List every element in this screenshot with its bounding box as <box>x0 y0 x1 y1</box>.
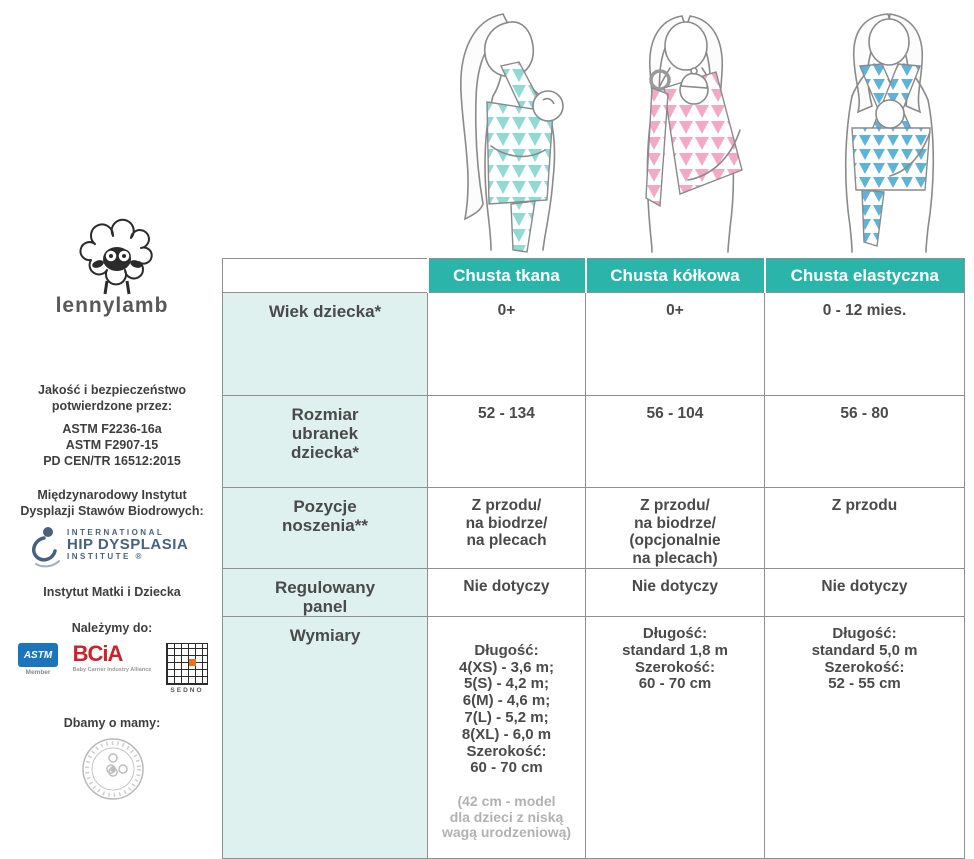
standard-astm-1: ASTM F2236-16a <box>62 422 162 436</box>
cell-positions-elastic: Z przodu <box>765 488 965 569</box>
table-row <box>223 488 965 569</box>
cell-positions-woven: Z przodu/ na biodrze/ na plecach <box>428 488 586 569</box>
comparison-table <box>222 258 965 859</box>
hip-institute-icon <box>26 522 62 568</box>
column-header-elastic-wrap: Chusta elastyczna <box>765 259 965 293</box>
cell-panel-ring: Nie dotyczy <box>586 569 765 617</box>
bcia-logo-text: BCiA <box>72 641 123 666</box>
cell-age-ring: 0+ <box>586 293 765 396</box>
column-header-ring-sling: Chusta kółkowa <box>586 259 765 293</box>
cell-dimensions-ring: Długość: standard 1,8 m Szerokość: 60 - 70 cm <box>586 617 765 859</box>
cell-panel-woven: Nie dotyczy <box>428 569 586 617</box>
hip-institute-text <box>67 529 188 562</box>
dimensions-woven-value: Długość: 4(XS) - 3,6 m; 5(S) - 4,2 m; 6(M) - 4,6 m; 7(L) - 5,2 m; 8(XL) - 6,0 m Szerokość: 60 - 70 cm <box>458 641 555 777</box>
table-row <box>223 293 965 396</box>
standard-astm-2: ASTM F2907-15 <box>65 438 159 452</box>
illustration-elastic-wrap <box>802 8 967 253</box>
table-corner-cell <box>223 259 428 293</box>
sedno-label: SEDNO <box>170 687 204 694</box>
row-label-adjustable-panel: Regulowany panel <box>223 569 428 617</box>
row-label-carry-positions: Pozycje noszenia** <box>223 488 428 569</box>
cell-age-elastic: 0 - 12 mies. <box>765 293 965 396</box>
cell-dimensions-elastic: Długość: standard 5,0 m Szerokość: 52 - 55 cm <box>765 617 965 859</box>
table-row <box>223 569 965 617</box>
row-label-dimensions: Wymiary <box>223 617 428 859</box>
moms-heading: Dbamy o mamy: <box>63 716 161 730</box>
table-row <box>223 617 965 859</box>
table-header-row <box>223 259 965 293</box>
row-label-age: Wiek dziecka* <box>223 293 428 396</box>
astm-member-label: Member <box>25 669 51 676</box>
standard-cen: PD CEN/TR 16512:2015 <box>43 454 181 468</box>
comparison-table-container <box>222 258 965 859</box>
brand-wordmark: lennylamb <box>55 294 169 317</box>
institute-heading: Międzynarodowy Instytut Dysplazji Stawów Biodrowych: <box>20 488 204 519</box>
sedno-logo <box>166 643 208 694</box>
membership-heading: Należymy do: <box>71 621 153 635</box>
illustration-ring-sling <box>598 8 770 253</box>
membership-logos <box>18 643 208 694</box>
sedno-orange-cell <box>189 659 196 666</box>
astm-logo-text: ASTM <box>18 643 58 667</box>
mother-child-institute: Instytut Matki i Dziecka <box>43 585 181 599</box>
cell-size-ring: 56 - 104 <box>586 396 765 488</box>
dimensions-woven-note: (42 cm - model dla dzieci z niską wagą urodzeniową) <box>441 793 572 841</box>
hip-dysplasia-institute-logo <box>26 522 206 568</box>
cell-positions-ring: Z przodu/ na biodrze/ (opcjonalnie na plecach) <box>586 488 765 569</box>
quality-heading: Jakość i bezpieczeństwo potwierdzone przez: <box>38 383 186 414</box>
mom-care-stamp <box>80 736 146 802</box>
sedno-grid-mark <box>166 643 208 685</box>
hip-line-1: INTERNATIONAL <box>67 527 165 537</box>
cell-size-elastic: 56 - 80 <box>765 396 965 488</box>
cell-size-woven: 52 - 134 <box>428 396 586 488</box>
hip-line-3: INSTITUTE ® <box>67 551 144 561</box>
column-header-woven-wrap: Chusta tkana <box>428 259 586 293</box>
cell-age-woven: 0+ <box>428 293 586 396</box>
lennylamb-sheep-logo <box>76 224 158 298</box>
row-label-clothing-size: Rozmiar ubranek dziecka* <box>223 396 428 488</box>
hip-line-2: HIP DYSPLASIA <box>67 536 189 554</box>
illustration-woven-wrap <box>415 4 593 254</box>
astm-member-logo <box>18 643 58 676</box>
cell-panel-elastic: Nie dotyczy <box>765 569 965 617</box>
cell-dimensions-woven <box>428 617 586 859</box>
table-row <box>223 396 965 488</box>
bcia-logo <box>73 643 152 673</box>
bcia-sub-label: Baby Carrier Industry Alliance <box>72 667 152 673</box>
